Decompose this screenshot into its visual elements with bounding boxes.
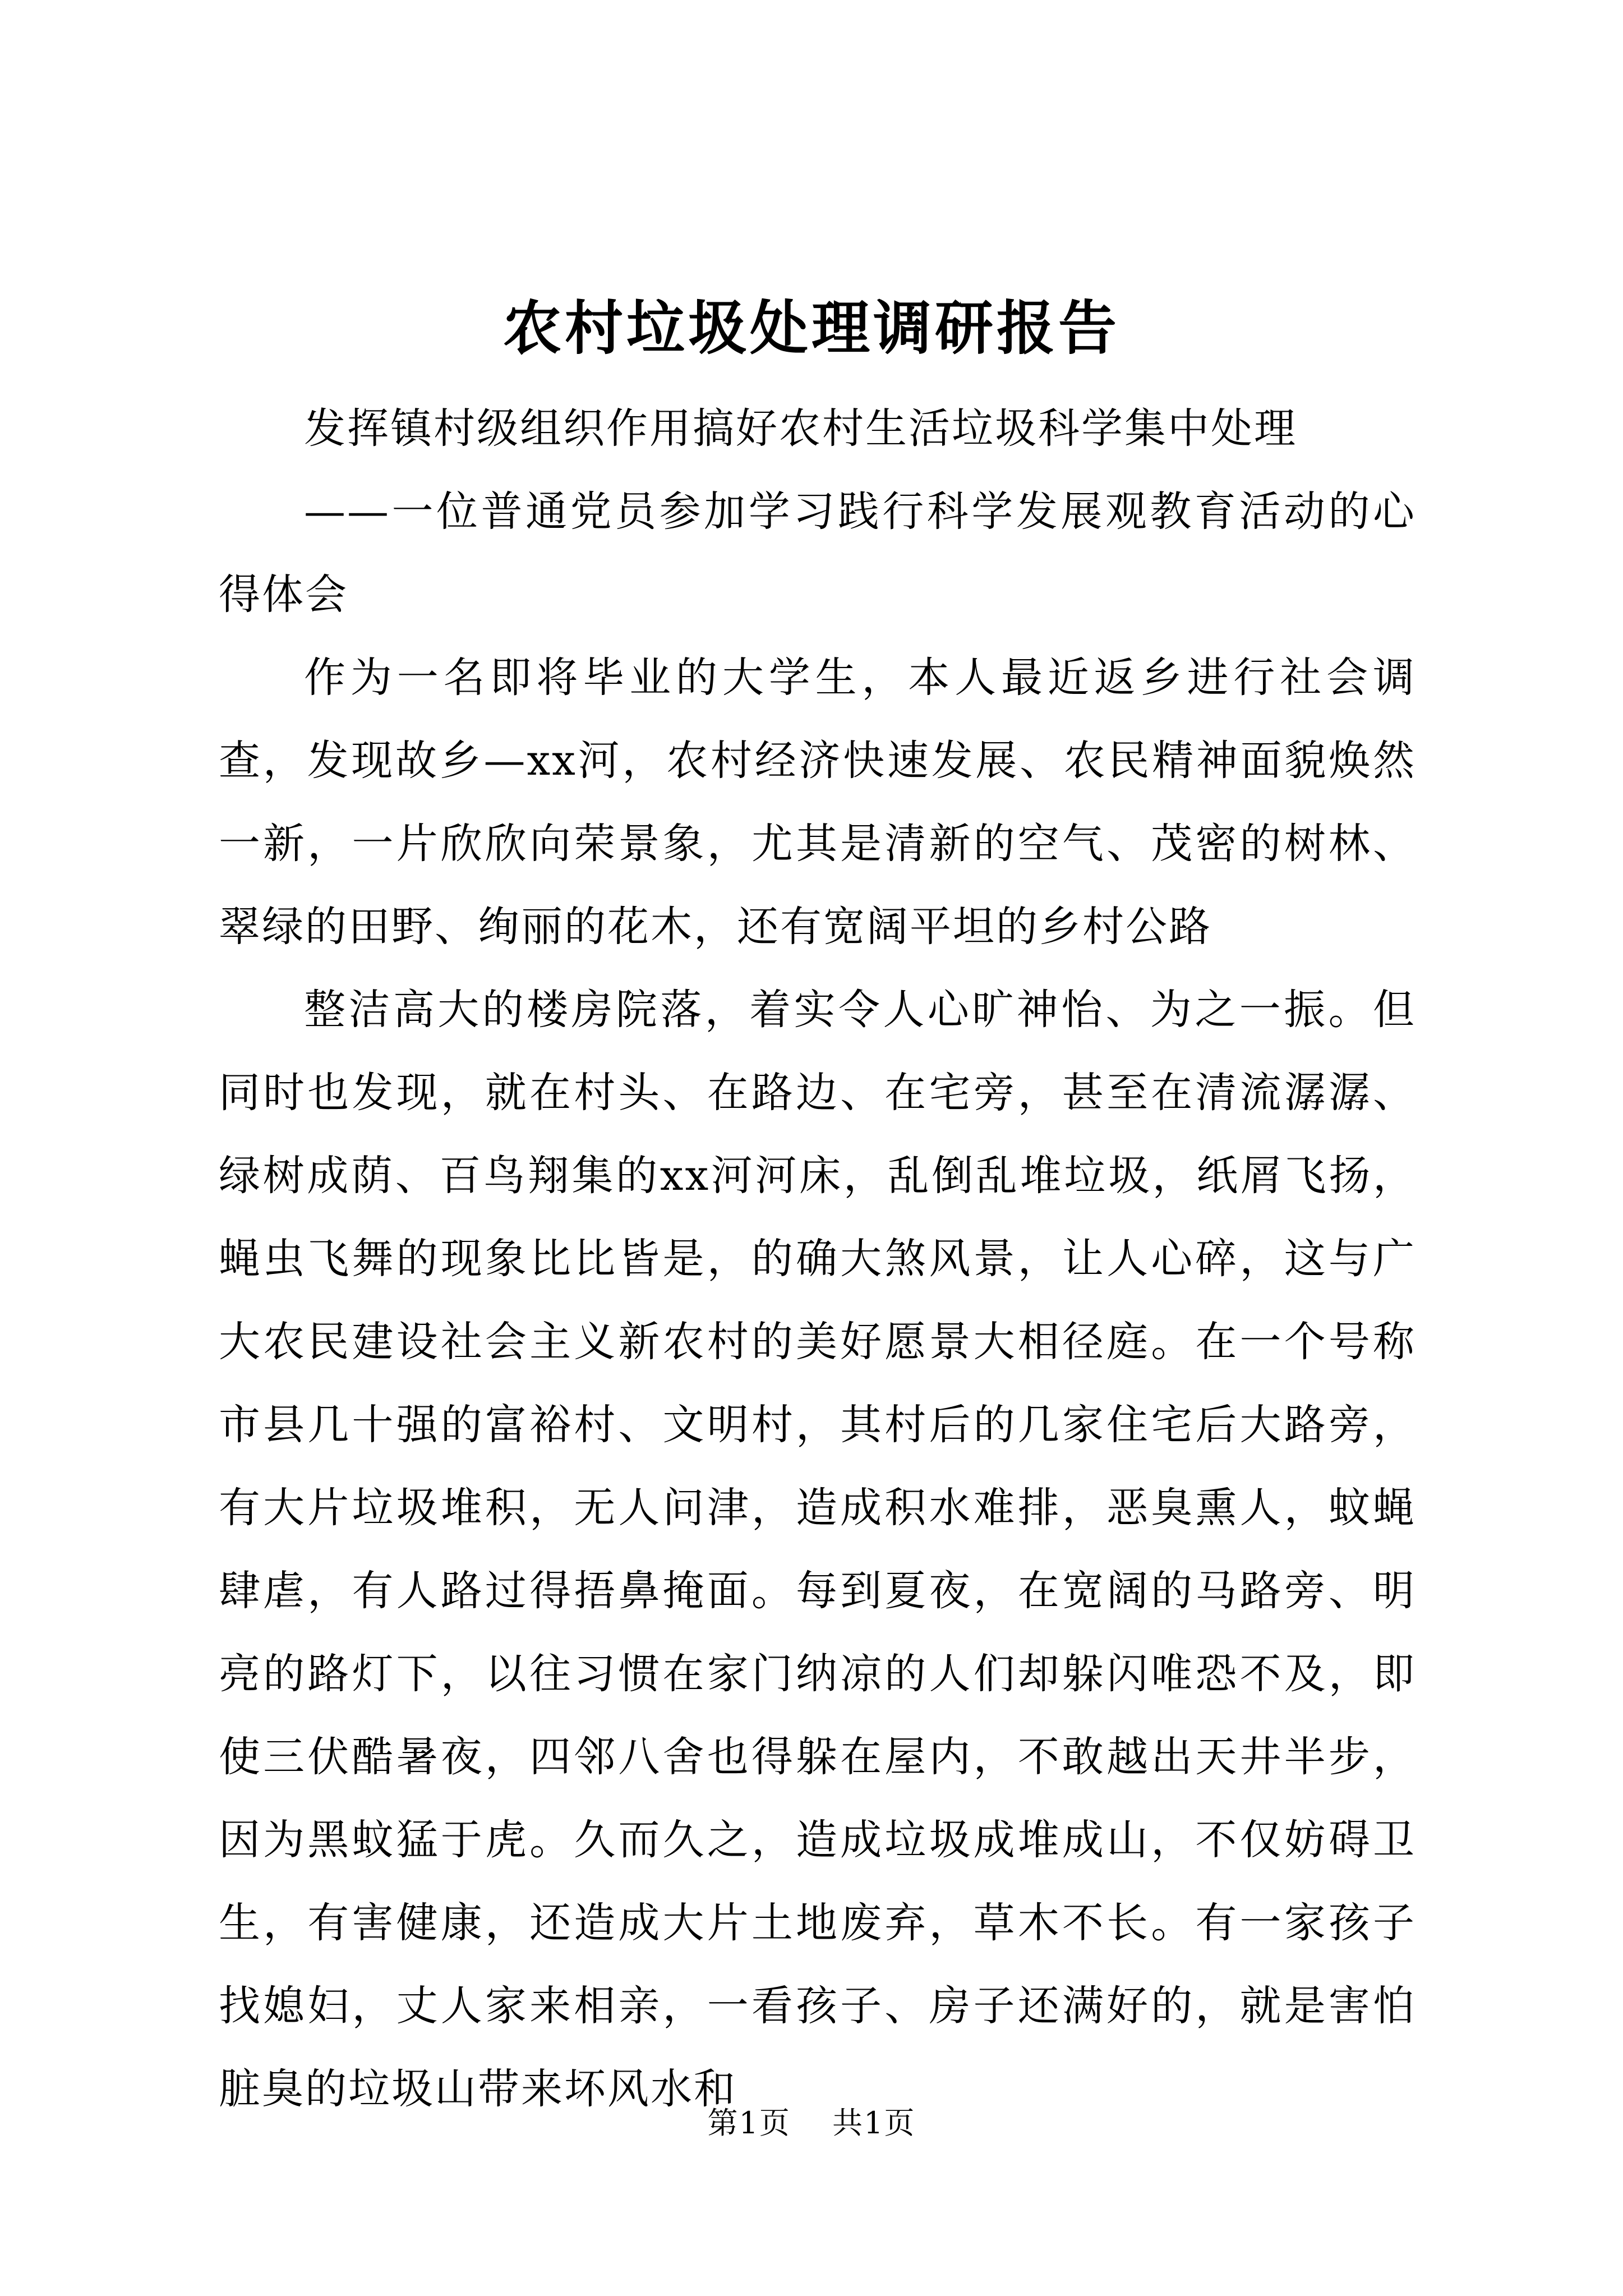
body-paragraph-1: 作为一名即将毕业的大学生，本人最近返乡进行社会调查，发现故乡—xx河，农村经济快速发展、农民精神面貌焕然一新，一片欣欣向荣景象，尤其是清新的空气、茂密的树林、翠绿的田野、绚丽的花木，还有宽阔平坦的乡村公路 bbox=[219, 654, 1416, 951]
body-paragraph-2: 整洁高大的楼房院落，着实令人心旷神怡、为之一振。但同时也发现，就在村头、在路边、在宅旁，甚至在清流潺潺、绿树成荫、百鸟翔集的xx河河床，乱倒乱堆垃圾，纸屑飞扬，蝇虫飞舞的现象比比皆是，的确大煞风景，让人心碎，这与广大农民建设社会主义新农村的美好愿景大相径庭。在一个号称市县几十强的富裕村、文明村，其村后的几家住宅后大路旁，有大片垃圾堆积，无人问津，造成积水难排，恶臭熏人，蚊蝇肆虐，有人路过得捂鼻掩面。每到夏夜，在宽阔的马路旁、明亮的路灯下，以往习惯在家门纳凉的人们却躲闪唯恐不及，即使三伏酷暑夜，四邻八舍也得躲在屋内，不敢越出天井半步，因为黑蚊猛于虎。久而久之，造成垃圾成堆成山，不仅妨碍卫生，有害健康，还造成大片土地废弃，草木不长。有一家孩子找媳妇，丈人家来相亲，一看孩子、房子还满好的，就是害怕脏臭的垃圾山带来坏风水和 bbox=[219, 986, 1416, 2113]
page-number: 第1页 bbox=[707, 2105, 791, 2141]
page-footer bbox=[0, 2101, 1623, 2146]
subtitle-line: 发挥镇村级组织作用搞好农村生活垃圾科学集中处理 bbox=[304, 404, 1297, 453]
byline-paragraph: ——一位普通党员参加学习践行科学发展观教育活动的心得体会 bbox=[219, 487, 1416, 619]
document-title: 农村垃圾处理调研报告 bbox=[502, 293, 1120, 362]
document-body bbox=[219, 387, 1416, 2131]
page-total: 共1页 bbox=[832, 2105, 916, 2141]
